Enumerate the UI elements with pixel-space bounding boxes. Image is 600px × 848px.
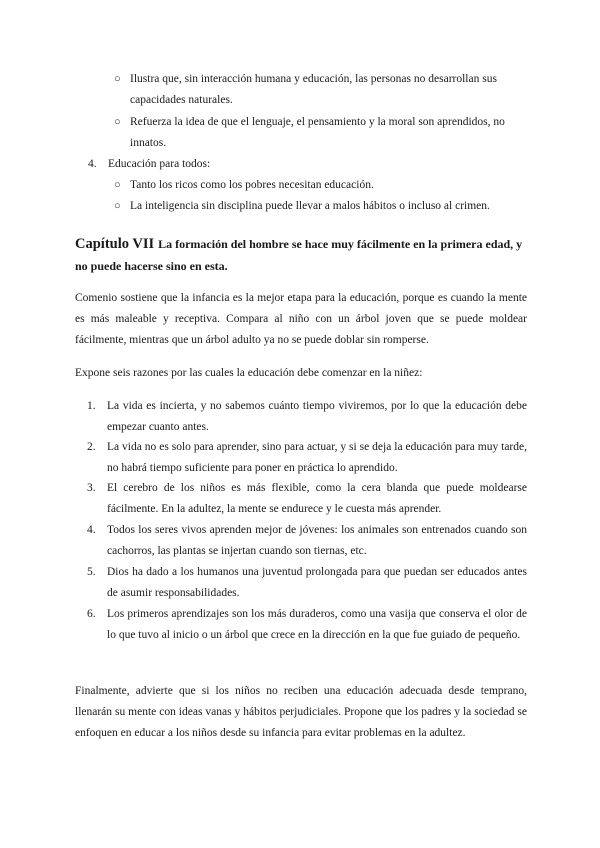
list-item — [87, 604, 527, 646]
list-item — [114, 69, 540, 111]
list-item — [114, 112, 540, 154]
list-item — [88, 154, 211, 175]
paragraph: Comenio sostiene que la infancia es la mejor etapa para la educación, porque es cuando la mente es más maleable y receptiva. Compara al niño con un árbol joven que se puede moldear fácilmente, mientras que un árbol adulto ya no se puede doblar sin romperse. — [75, 292, 527, 346]
list-number: 4. — [88, 158, 97, 170]
list-number: 2. — [87, 441, 96, 453]
list-number: 5. — [87, 566, 96, 578]
list-item-text: La vida no es solo para aprender, sino para actuar, y si se deja la educación para muy tarde, no habrá tiempo suficiente para poner en práctica lo aprendido. — [107, 441, 527, 474]
circle-bullet-icon: ○ — [114, 73, 121, 85]
circle-bullet-icon: ○ — [114, 179, 121, 191]
list-item — [87, 396, 527, 438]
list-item — [87, 520, 527, 562]
list-item-text: Los primeros aprendizajes son los más duraderos, como una vasija que conserva el olor de lo que tuvo al inicio o un árbol que crece en la dirección en la que fue guiado de pequeño. — [107, 608, 527, 641]
list-item-text: Tanto los ricos como los pobres necesitan educación. — [130, 179, 374, 191]
list-item — [87, 562, 527, 604]
chapter-title: La formación del hombre se hace muy fácilmente en la primera edad, y no puede hacerse sino en esta. — [75, 237, 523, 273]
list-item-text: Dios ha dado a los humanos una juventud prolongada para que puedan ser educados antes de asumir responsabilidades. — [107, 566, 527, 599]
list-item-text: El cerebro de los niños es más flexible, como la cera blanda que puede moldearse fácilmente. En la adultez, la mente se endurece y le cuesta más aprender. — [107, 482, 527, 515]
list-item-text: La vida es incierta, y no sabemos cuánto tiempo viviremos, por lo que la educación debe empezar cuanto antes. — [107, 400, 527, 433]
list-item-text: Refuerza la idea de que el lenguaje, el pensamiento y la moral son aprendidos, no innatos. — [130, 116, 505, 149]
list-item — [87, 478, 527, 520]
list-number: 6. — [87, 608, 96, 620]
list-number: 3. — [87, 482, 96, 494]
circle-bullet-icon: ○ — [114, 200, 121, 212]
list-item — [114, 175, 540, 196]
list-item — [87, 437, 527, 479]
circle-bullet-icon: ○ — [114, 116, 121, 128]
list-item-text: Todos los seres vivos aprenden mejor de jóvenes: los animales son entrenados cuando son cachorros, las plantas se injertan cuando son tiernas, etc. — [107, 524, 527, 557]
list-item-text: Educación para todos: — [108, 158, 211, 170]
list-item-text: La inteligencia sin disciplina puede llevar a malos hábitos o incluso al crimen. — [130, 200, 490, 212]
list-number: 4. — [87, 524, 96, 536]
paragraph: Expone seis razones por las cuales la educación debe comenzar en la niñez: — [75, 367, 423, 379]
chapter-heading — [75, 233, 530, 277]
list-number: 1. — [87, 400, 96, 412]
chapter-number: Capítulo VII — [75, 236, 155, 252]
list-item-text: Ilustra que, sin interacción humana y educación, las personas no desarrollan sus capacidades naturales. — [130, 73, 497, 106]
paragraph: Finalmente, advierte que si los niños no reciben una educación adecuada desde temprano, llenarán su mente con ideas vanas y hábitos perjudiciales. Propone que los padres y la sociedad se enfoquen en educar a los niños desde su infancia para evitar problemas en la adultez. — [75, 685, 527, 739]
list-item — [114, 196, 540, 217]
